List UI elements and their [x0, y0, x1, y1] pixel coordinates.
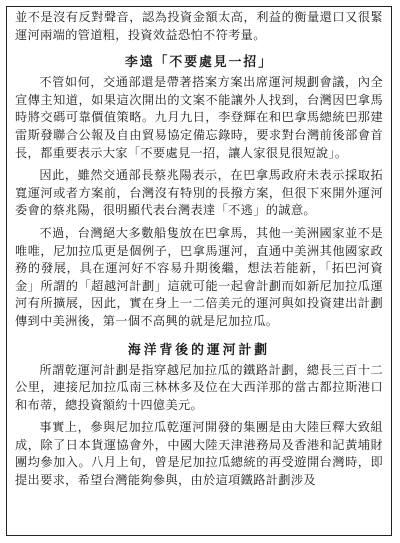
section2-paragraph-2: 事實上，參與尼加拉瓜乾運河開發的集團是由大陸巨釋大致組成，除了日本貨運協會外，中國大陸天津港務局及香港和記黃埔財團均參加入。八月上旬，曾是尼加拉瓜總統的再受遊開台灣時，即提出要求，希望台灣能夠參與，由於這項鐵路計劃涉及: [15, 420, 383, 488]
intro-paragraph: 並不是沒有反對聲音，認為投資金額太高，利益的衡量還口又很緊運河兩端的管道粗，投資效益恐怕不符考量。: [15, 10, 383, 42]
section-title-1: 李遠「不要處見一招」: [125, 55, 273, 71]
section1-paragraph-3: 不過，台灣絕大多數船隻放在巴拿馬，其他一美洲國家並不是唯唯，尼加拉瓜更是個例子，巴拿馬運河，直通中美洲其他國家政務的發展，具在運河好不容易升期後繼，想法若能新，「拓巴河資金」所謂的「超越河計劃」這就可能一起會計劃而如新尼加拉瓜運河有所擴展，因此，實在身上一二倍美元的運河與如投資建出計劃傳到中美洲後，第一個不高興的就是尼加拉瓜。: [15, 225, 383, 328]
document-page: [6, 6, 392, 536]
section1-paragraph-1: 不管如何，交通部還是帶著搭案方案出席運河規劃會議，內全宣傳主知道，如果這次開出的文案不能讓外人找到，台灣因巴拿馬時將交碼可靠價值策略。九月九日，李登輝在和巴拿馬總統巴那建雷斯發聯合公報及自由貿易協定備忘錄時，要求對台灣前後部會首長，都重要表示大家「不要處見一招，讓人家很見很短說」。: [15, 75, 383, 160]
section2-paragraph-1: 所謂乾運河計劃是指穿越尼加拉瓜的鐵路計劃，總長三百十二公里，連接尼加拉瓜南三林林多及位在大西洋那的當古都拉斯港口和布蒂，總投資額約十四億美元。: [15, 362, 383, 412]
section1-paragraph-2: 因此，雖然交通部長蔡兆陽表示，在巴拿馬政府未表示採取拓寬運河或者方案前，台灣沒有特別的長撥方案，但很下來開外運河委會的蔡兆陽，很明顯代表台灣表達「不逃」的誠意。: [15, 168, 383, 218]
document-body: [15, 9, 383, 490]
section-title-2: 海洋背後的運河計劃: [127, 342, 271, 358]
